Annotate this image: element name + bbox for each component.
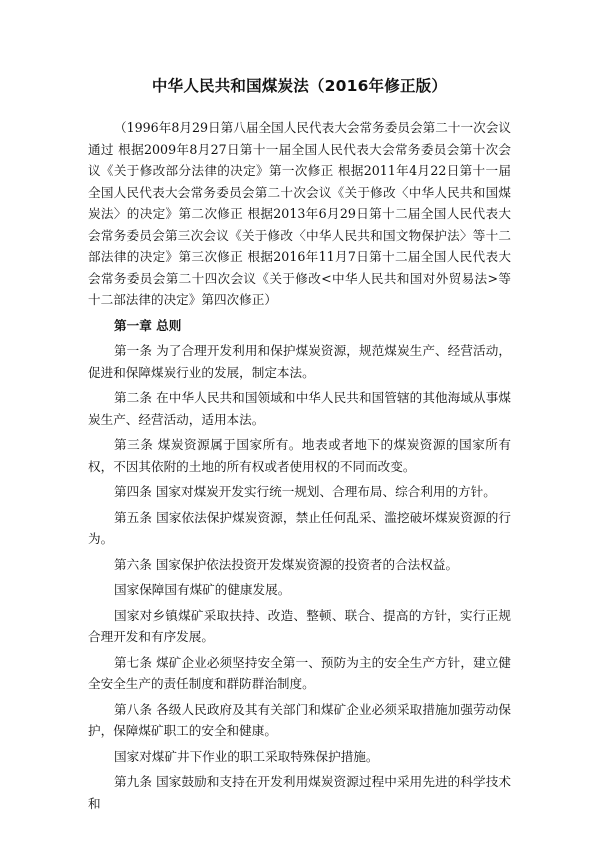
article-9: 第九条 国家鼓励和支持在开发利用煤炭资源过程中采用先进的科学技术和 — [88, 774, 511, 811]
article-8: 第八条 各级人民政府及其有关部门和煤矿企业必须采取措施加强劳动保护，保障煤矿职工的安全和健康。 — [88, 701, 511, 738]
article-6-clause-3: 国家对乡镇煤矿采取扶持、改造、整顿、联合、提高的方针，实行正规合理开发和有序发展。 — [88, 607, 511, 644]
article-8-clause-2: 国家对煤矿井下作业的职工采取特殊保护措施。 — [114, 748, 379, 764]
chapter-heading: 第一章 总则 — [114, 317, 182, 333]
document-title: 中华人民共和国煤炭法（2016年修正版） — [151, 77, 448, 95]
article-5: 第五条 国家依法保护煤炭资源，禁止任何乱采、滥挖破坏煤炭资源的行为。 — [88, 509, 511, 546]
article-2: 第二条 在中华人民共和国领域和中华人民共和国管辖的其他海域从事煤炭生产、经营活动，适用本法。 — [88, 390, 511, 427]
article-1: 第一条 为了合理开发利用和保护煤炭资源，规范煤炭生产、经营活动，促进和保障煤炭行业的发展，制定本法。 — [88, 343, 511, 380]
article-3: 第三条 煤炭资源属于国家所有。地表或者地下的煤炭资源的国家所有权，不因其依附的土地的所有权或者使用权的不同而改变。 — [88, 437, 511, 474]
article-7: 第七条 煤矿企业必须坚持安全第一、预防为主的安全生产方针，建立健全安全生产的责任制度和群防群治制度。 — [88, 654, 511, 691]
article-6-clause-2: 国家保障国有煤矿的健康发展。 — [114, 582, 291, 597]
article-6: 第六条 国家保护依法投资开发煤炭资源的投资者的合法权益。 — [114, 556, 459, 572]
amendment-history: （1996年8月29日第八届全国人民代表大会常务委员会第二十一次会议通过 根据2009年8月27日第十一届全国人民代表大会常务委员会第十次会议《关于修改部分法律的决定》第一次修正 根据2011年4月22日第十一届全国人民代表大会常务委员会第二十次会议《关于修改〈中华人民共和国煤炭法〉的决定》第二次修正 根据2013年6月29日第十二届全国人民代表大会常务委员会第三次会议《关于修改〈中华人民共和国文物保护法〉等十二部法律的决定》第三次修正 根据2016年11月7日第十二届全国人民代表大会常务委员会第二十四次会议《关于修改<中华人民共和国对外贸易法>等十二部法律的决定》第四次修正） — [88, 120, 511, 307]
article-4: 第四条 国家对煤炭开发实行统一规划、合理布局、综合利用的方针。 — [114, 484, 496, 499]
